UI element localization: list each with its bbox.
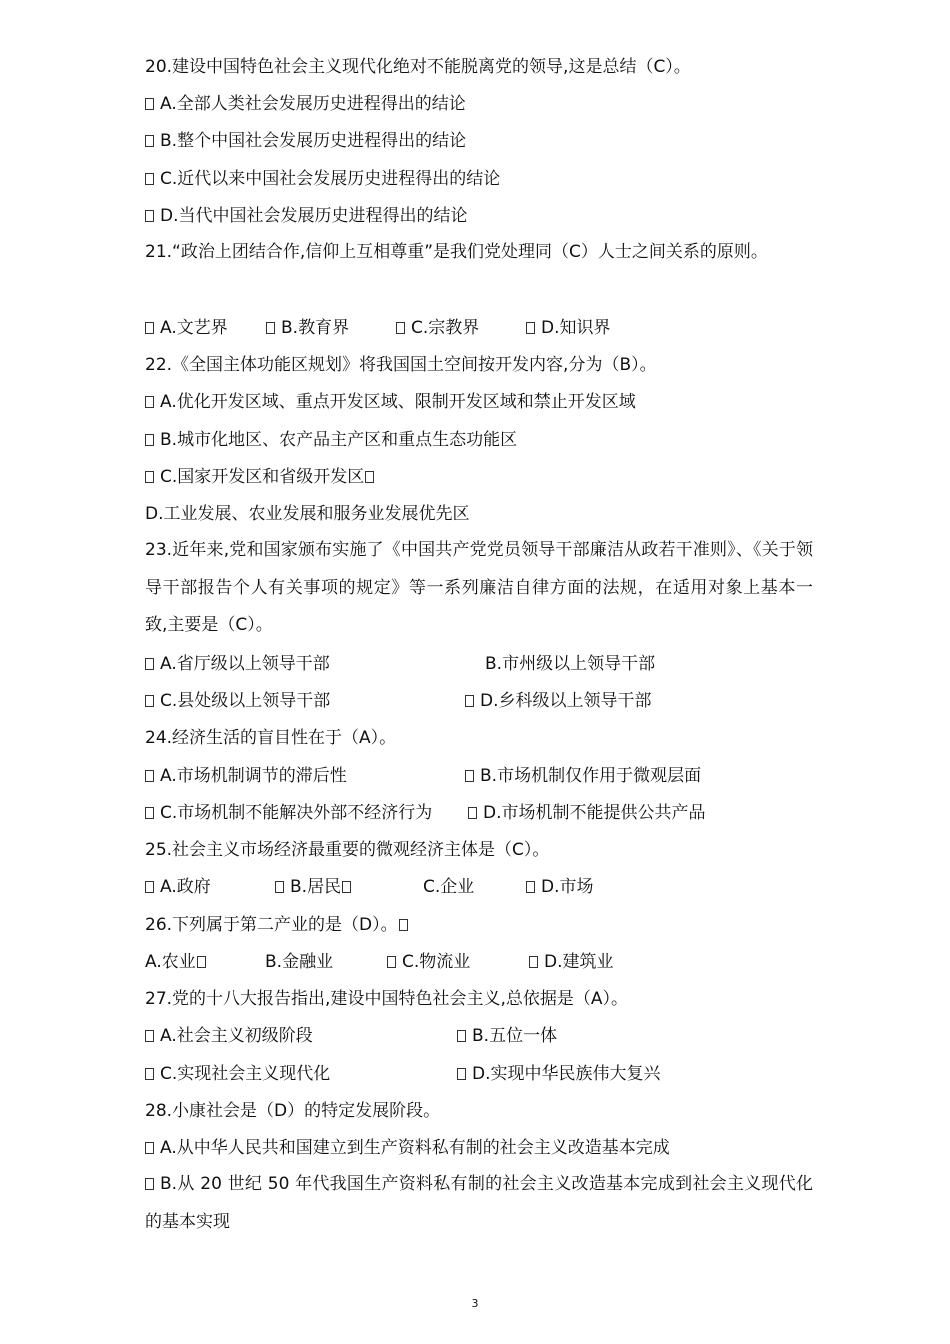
- checkbox-icon: [526, 881, 535, 893]
- checkbox-icon: [526, 322, 535, 334]
- checkbox-icon: [145, 1142, 154, 1154]
- question-text: 25.社会主义市场经济最重要的微观经济主体是（C）。: [145, 840, 550, 860]
- checkbox-icon: [145, 135, 154, 147]
- question-text: 26.下列属于第二产业的是（D）。: [145, 915, 408, 935]
- checkbox-icon: [145, 471, 154, 483]
- checkbox-icon: [145, 881, 154, 893]
- option: D.当代中国社会发展历史进程得出的结论: [145, 206, 468, 226]
- question-text: 28.小康社会是（D）的特定发展阶段。: [145, 1101, 441, 1121]
- checkbox-icon: [145, 434, 154, 446]
- option: C.近代以来中国社会发展历史进程得出的结论: [145, 169, 500, 189]
- checkbox-icon: [145, 1068, 154, 1080]
- checkbox-icon: [465, 695, 474, 707]
- checkbox-icon: [145, 695, 154, 707]
- checkbox-icon: [468, 807, 477, 819]
- question-text: 20.建设中国特色社会主义现代化绝对不能脱离党的领导,这是总结（C）。: [145, 57, 691, 77]
- checkbox-icon: [387, 956, 396, 968]
- checkbox-icon: [275, 881, 284, 893]
- box-glyph-icon: [365, 471, 374, 483]
- checkbox-icon: [145, 807, 154, 819]
- checkbox-icon: [529, 956, 538, 968]
- page-number: 3: [471, 1297, 479, 1310]
- question-text: 22.《全国主体功能区规划》将我国国土空间按开发内容,分为（B）。: [145, 355, 657, 375]
- checkbox-icon: [145, 322, 154, 334]
- option: A.全部人类社会发展历史进程得出的结论: [145, 94, 466, 114]
- option: B.城市化地区、农产品主产区和重点生态功能区: [145, 430, 517, 450]
- checkbox-icon: [145, 1178, 154, 1190]
- checkbox-icon: [457, 1030, 466, 1042]
- checkbox-icon: [145, 1030, 154, 1042]
- question-text: 27.党的十八大报告指出,建设中国特色社会主义,总依据是（A）。: [145, 989, 628, 1009]
- question-text: 24.经济生活的盲目性在于（A）。: [145, 728, 397, 748]
- checkbox-icon: [145, 658, 154, 670]
- checkbox-icon: [145, 98, 154, 110]
- box-glyph-icon: [197, 956, 206, 968]
- checkbox-icon: [465, 770, 474, 782]
- question-text: 21.“政治上团结合作,信仰上互相尊重”是我们党处理同（C）人士之间关系的原则。: [145, 242, 768, 262]
- box-glyph-icon: [399, 919, 408, 931]
- checkbox-icon: [457, 1068, 466, 1080]
- option: C.国家开发区和省级开发区: [145, 467, 374, 487]
- option: D.工业发展、农业发展和服务业发展优先区: [145, 504, 470, 524]
- option: B.整个中国社会发展历史进程得出的结论: [145, 131, 466, 151]
- option: A.从中华人民共和国建立到生产资料私有制的社会主义改造基本完成: [145, 1138, 670, 1158]
- question-text: 23.近年来,党和国家颁布实施了《中国共产党党员领导干部廉洁从政若干准则》、《关于领导干部报告个人有关事项的规定》等一系列廉洁自律方面的法规，在适用对象上基本一致,主要是（C）。: [145, 540, 813, 635]
- checkbox-icon: [145, 770, 154, 782]
- checkbox-icon: [145, 210, 154, 222]
- checkbox-icon: [396, 322, 405, 334]
- option: A.优化开发区域、重点开发区域、限制开发区域和禁止开发区域: [145, 392, 636, 412]
- box-glyph-icon: [342, 881, 351, 893]
- option: B.从 20 世纪 50 年代我国生产资料私有制的社会主义改造基本完成到社会主义现代化的基本实现: [145, 1174, 813, 1232]
- checkbox-icon: [145, 173, 154, 185]
- checkbox-icon: [266, 322, 275, 334]
- checkbox-icon: [145, 396, 154, 408]
